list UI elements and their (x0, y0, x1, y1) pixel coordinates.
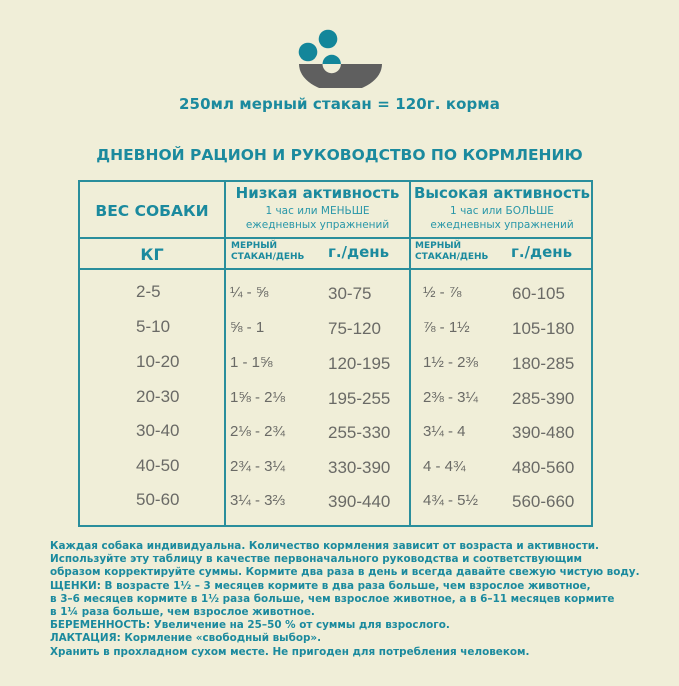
low-activity-sub2: ежедневных упражнений (245, 219, 390, 231)
high-cups-cell: ½ - ⅞ (423, 284, 462, 301)
weight-cell: 20-30 (136, 387, 180, 406)
high-grams-label: г./день (511, 243, 573, 261)
low-cups-cell: ¼ - ⅝ (230, 284, 269, 301)
low-cups-cell: 1⅝ - 2⅛ (230, 389, 286, 406)
weight-cell: 2-5 (136, 282, 161, 301)
high-cup-label-line1: МЕРНЫЙ (415, 241, 462, 251)
column-divider (224, 182, 226, 525)
low-grams-cell: 30-75 (328, 284, 372, 303)
low-grams-cell: 120-195 (328, 354, 391, 373)
high-cups-cell: 4¾ - 5½ (423, 492, 479, 509)
page-title: ДНЕВНОЙ РАЦИОН И РУКОВОДСТВО ПО КОРМЛЕНИЮ (96, 146, 583, 164)
note-line: образом корректируйте суммы. Кормите два раза в день и всегда давайте свежую чистую воду. (50, 566, 640, 579)
feeding-notes (50, 540, 670, 659)
low-cup-label (231, 241, 304, 263)
high-cup-label (415, 241, 488, 263)
food-bowl-logo-icon (294, 16, 388, 88)
high-cup-label-line2: СТАКАН/ДЕНЬ (415, 252, 489, 262)
high-grams-cell: 560-660 (512, 492, 575, 511)
high-grams-cell: 285-390 (512, 389, 575, 408)
cup-equivalence-text: 250мл мерный стакан = 120г. корма (179, 95, 500, 113)
low-activity-sub1: 1 час или МЕНЬШЕ (265, 205, 370, 217)
low-grams-cell: 255-330 (328, 423, 391, 442)
note-line: в 1¼ раза больше, чем взрослое животное. (50, 606, 315, 619)
high-activity-title: Высокая активность (413, 184, 591, 202)
low-grams-label: г./день (328, 243, 390, 261)
low-grams-cell: 195-255 (328, 389, 391, 408)
high-grams-cell: 480-560 (512, 458, 575, 477)
weight-cell: 40-50 (136, 456, 180, 475)
note-line: ЛАКТАЦИЯ: Кормление «свободный выбор». (50, 632, 322, 645)
weight-cell: 10-20 (136, 352, 180, 371)
column-divider (409, 182, 411, 525)
low-grams-cell: 390-440 (328, 492, 391, 511)
high-cups-cell: 2⅜ - 3¼ (423, 389, 479, 406)
high-grams-cell: 60-105 (512, 284, 565, 303)
low-activity-title: Низкая активность (235, 184, 400, 202)
weight-cell: 50-60 (136, 490, 180, 509)
low-grams-cell: 330-390 (328, 458, 391, 477)
high-activity-header (411, 182, 593, 232)
note-line: БЕРЕМЕННОСТЬ: Увеличение на 25–50 % от суммы для взрослого. (50, 619, 450, 632)
note-line: в 3–6 месяцев кормите в 1½ раза больше, чем взрослое животное, а в 6–11 месяцев кормите (50, 592, 615, 605)
high-activity-sub1: 1 час или БОЛЬШЕ (450, 205, 554, 217)
high-grams-cell: 390-480 (512, 423, 575, 442)
low-cup-label-line1: МЕРНЫЙ (231, 241, 278, 251)
high-cups-cell: ⅞ - 1½ (423, 319, 470, 336)
low-cups-cell: 2¾ - 3¼ (230, 458, 286, 475)
high-grams-cell: 180-285 (512, 354, 575, 373)
note-line: ЩЕНКИ: В возрасте 1½ – 3 месяцев кормите в два раза больше, чем взрослое животное, (50, 579, 591, 592)
feeding-table (78, 180, 593, 527)
low-cups-cell: 1 - 1⅝ (230, 354, 273, 371)
weight-header: ВЕС СОБАКИ (95, 202, 209, 220)
note-line: Хранить в прохладном сухом месте. Не пригоден для потребления человеком. (50, 645, 530, 658)
note-line: Используйте эту таблицу в качестве первоначального руководства и соответствующим (50, 553, 583, 566)
low-cups-cell: 3¼ - 3⅔ (230, 492, 286, 509)
note-line: Каждая собака индивидуальна. Количество кормления зависит от возраста и активности. (50, 540, 599, 552)
row-divider (80, 237, 591, 239)
low-activity-header (226, 182, 409, 232)
weight-unit-header: КГ (140, 245, 164, 264)
weight-cell: 30-40 (136, 421, 180, 440)
row-divider (80, 268, 591, 270)
weight-cell: 5-10 (136, 317, 171, 336)
high-cups-cell: 3¼ - 4 (423, 423, 466, 440)
low-grams-cell: 75-120 (328, 319, 381, 338)
low-cup-label-line2: СТАКАН/ДЕНЬ (231, 252, 305, 262)
high-activity-sub2: ежедневных упражнений (430, 219, 574, 231)
high-cups-cell: 4 - 4¾ (423, 458, 466, 475)
high-grams-cell: 105-180 (512, 319, 575, 338)
high-cups-cell: 1½ - 2⅜ (423, 354, 479, 371)
low-cups-cell: ⅝ - 1 (230, 319, 265, 336)
low-cups-cell: 2⅛ - 2¾ (230, 423, 286, 440)
